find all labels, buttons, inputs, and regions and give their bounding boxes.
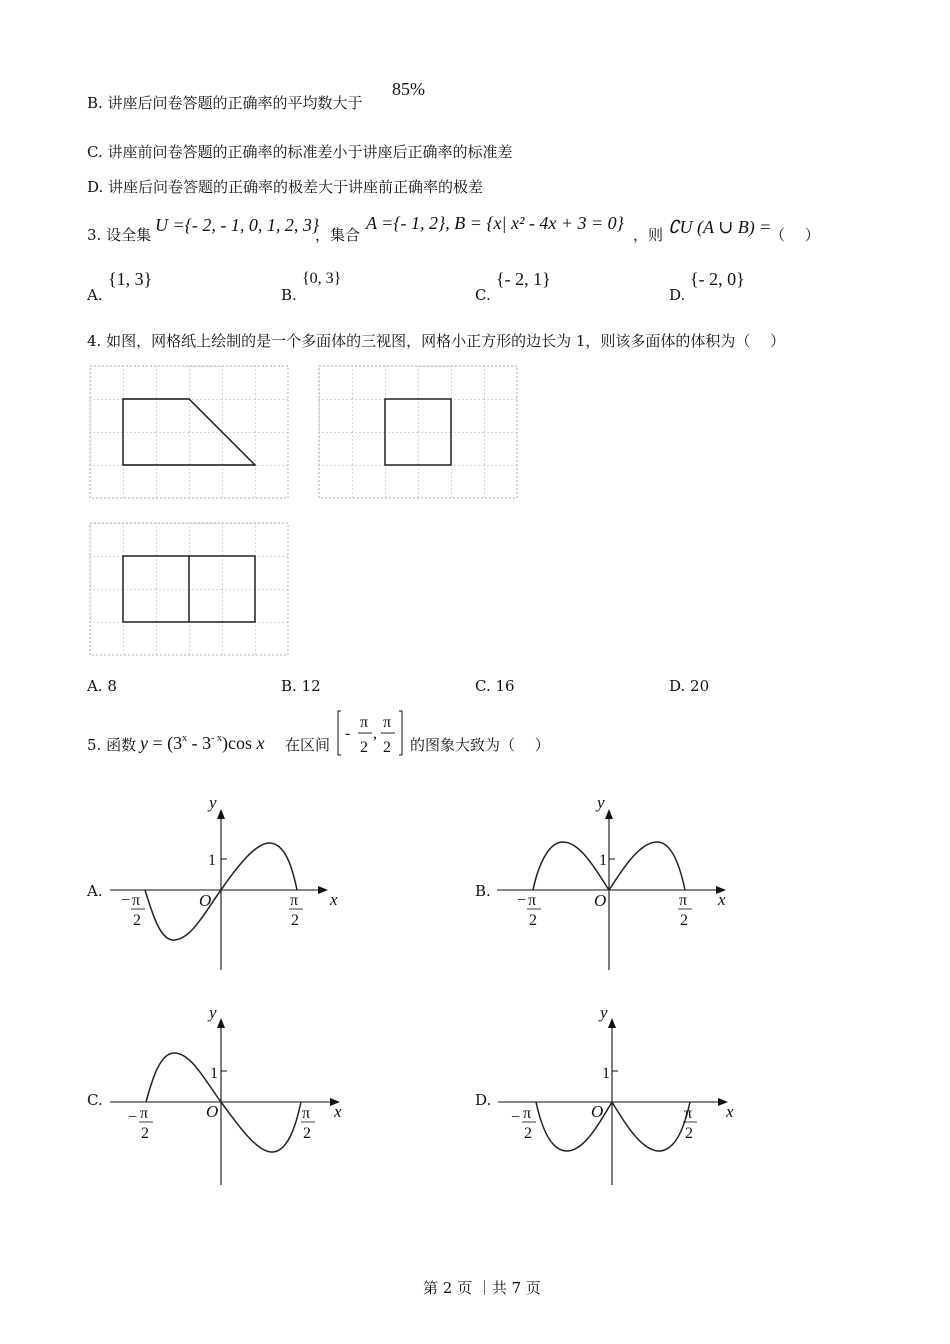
svg-text:2: 2 [360,739,368,756]
svg-text:−: − [121,892,131,909]
svg-text:−: − [511,1109,521,1126]
svg-text:2: 2 [291,912,299,929]
q2-option-b-text: B. 讲座后问卷答题的正确率的平均数大于 [87,94,363,112]
q5-func: $y = (3^x - 3^{- x})\cos$ x [140,733,265,753]
svg-text:,: , [373,725,377,742]
q5-prefix: 5. 函数 [87,736,137,754]
svg-text:π: π [383,714,392,731]
svg-text:O: O [199,891,212,910]
svg-text:y: y [600,1003,608,1022]
svg-text:−: − [517,892,527,909]
svg-text:-: - [345,725,351,742]
q3-expr: ∁U (A ∪ B) = [668,217,772,237]
q4-option-a: A. 8 [87,677,117,695]
page-footer: 第 2 页 ｜共 7 页 [423,1279,541,1297]
svg-text:O: O [594,891,607,910]
q2-option-b-value: 85% [392,79,425,99]
svg-text:y: y [209,793,217,812]
svg-text:1: 1 [602,1065,610,1082]
q3-option-d-value: {- 2, 0} [690,269,745,289]
q3-option-d-letter: D. [669,286,686,304]
q2-option-c: C. 讲座前问卷答题的正确率的标准差小于讲座后正确率的标准差 [87,143,513,161]
q4-stem: 4. 如图，网格纸上绘制的是一个多面体的三视图，网格小正方形的边长为 1，则该多面体的体积为（ ） [87,332,786,350]
graph-d-curve [536,1102,693,1151]
q3-paren: （ ） [770,226,820,244]
svg-text:1: 1 [210,1065,218,1082]
svg-text:π: π [523,1105,532,1122]
q5-mid: 在区间 [285,736,331,754]
q3-option-b-value: {0, 3} [302,270,342,287]
q2-option-d: D. 讲座后问卷答题的正确率的极差大于讲座前正确率的极差 [87,178,484,196]
svg-text:π: π [528,892,537,909]
svg-text:x: x [718,890,726,909]
q4-option-c: C. 16 [475,677,515,695]
svg-text:O: O [206,1102,219,1121]
q5-option-b-label: B. [475,882,491,900]
svg-text:π: π [290,892,299,909]
svg-text:2: 2 [685,1125,693,1142]
q3-set-u: U ={- 2, - 1, 0, 1, 2, 3} [155,215,320,235]
svg-text:x: x [726,1102,734,1121]
q3-then: ，则 [633,226,664,244]
svg-text:π: π [132,892,141,909]
svg-text:π: π [140,1105,149,1122]
svg-text:2: 2 [524,1125,532,1142]
svg-text:π: π [360,714,369,731]
svg-text:1: 1 [599,852,607,869]
svg-text:y: y [209,1003,217,1022]
q5-option-d-label: D. [475,1091,492,1109]
q5-option-c-label: C. [87,1091,103,1109]
svg-text:2: 2 [133,912,141,929]
svg-text:π: π [684,1105,693,1122]
svg-text:π: π [302,1105,311,1122]
q3-option-c-value: {- 2, 1} [496,269,551,289]
svg-text:x: x [334,1102,342,1121]
svg-text:π: π [679,892,688,909]
q5-suffix: 的图象大致为（ ） [410,736,550,754]
q4-option-b: B. 12 [281,677,321,695]
svg-text:2: 2 [141,1125,149,1142]
q3-set-ab: A ={- 1, 2}, B = {x| x² - 4x + 3 = 0} [366,213,624,233]
svg-text:2: 2 [383,739,391,756]
svg-text:x: x [330,890,338,909]
svg-text:2: 2 [680,912,688,929]
svg-text:−: − [128,1109,138,1126]
svg-text:2: 2 [303,1125,311,1142]
q3-option-a-letter: A. [87,286,103,304]
svg-text:O: O [591,1102,604,1121]
svg-text:1: 1 [208,852,216,869]
q3-option-c-letter: C. [475,286,491,304]
q3-prefix: 3. 设全集 [87,226,152,244]
svg-text:2: 2 [529,912,537,929]
svg-text:y: y [597,793,605,812]
q3-option-a-value: {1, 3} [108,269,153,289]
q3-mid: ，集合 [315,226,361,244]
q4-option-d: D. 20 [669,677,710,695]
q5-option-a-label: A. [87,882,103,900]
q3-option-b-letter: B. [281,286,297,304]
